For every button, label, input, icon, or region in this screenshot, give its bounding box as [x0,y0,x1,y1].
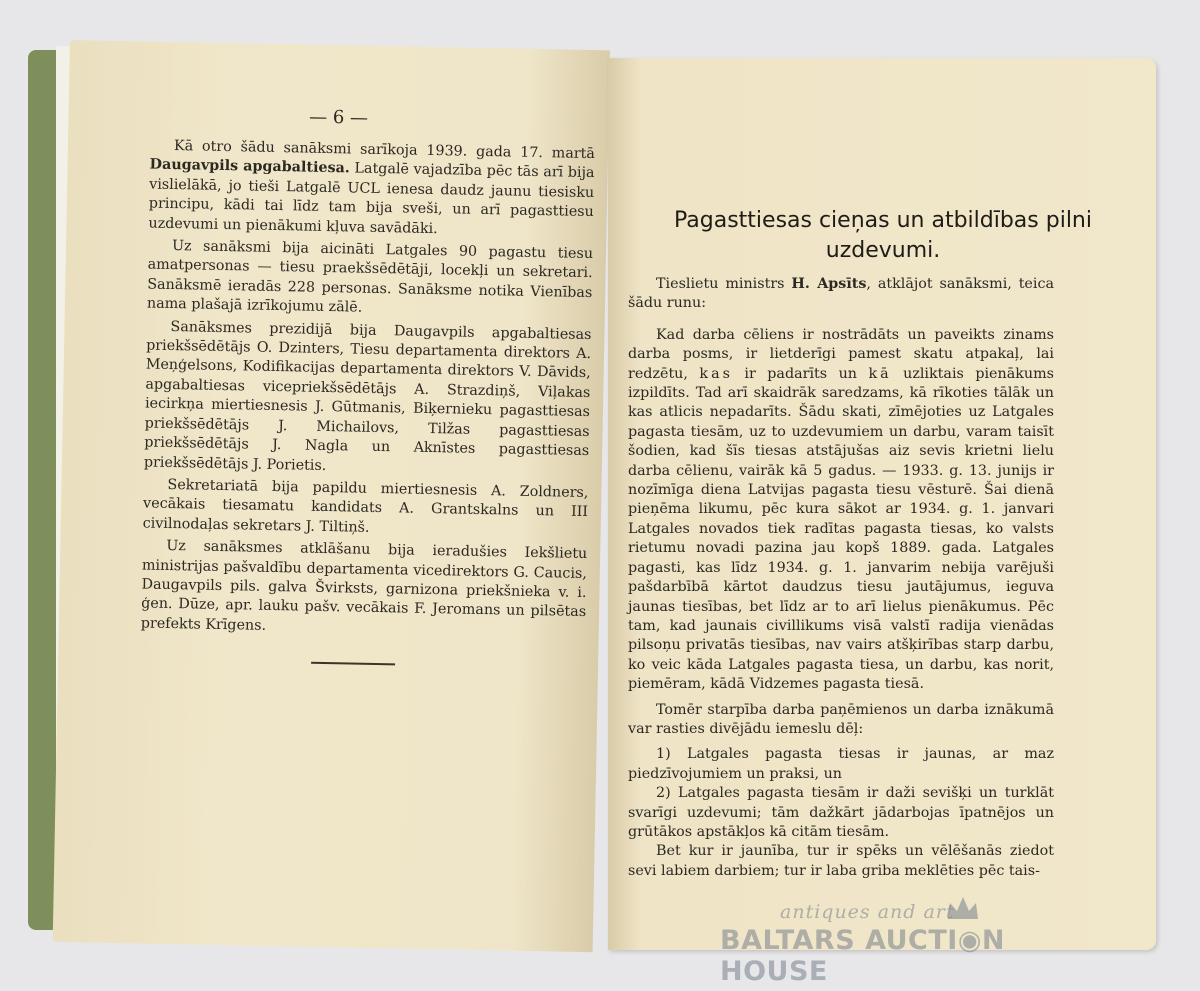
watermark-brand: BALTARS AUCTI◉N HOUSE [720,925,1005,987]
section-divider [311,662,395,666]
paragraph: Uz sanāksmes atklāšanu bija ieradušies Iekšlietu ministrijas pašvaldību departamenta vicedirektors G. Caucis, Daugavpils pils. galva Švirksts, garnizona priekšnieka v. i. ģen. Dūze, apr. lauku pašv. vecākais F. Jeromans un pilsētas prefekts Krīgens. [140,538,588,634]
list-item: 2) Latgales pagasta tiesām ir daži sevišķi un turklāt svarīgi uzdevumi; tām dažkārt jādarbojas īpatnējos un grūtākos apstākļos kā citām tiesām. [628,785,1054,840]
left-page-text [141,137,596,646]
paragraph: Kā otro šādu sanāksmi sarīkoja 1939. gada 17. martā Daugavpils apgabaltiesa. Latgalē vajadzība pēc tās arī bija vislielākā, jo tieši Latgalē UCL ienesa daudz jaunu tiesisku principu, kādi tai līdz tam bija sveši, un arī pagasttiesu uzdevumi un pienākumi kļuva savādāki. [148,138,596,237]
page-number: — 6 — [308,106,369,129]
intro-paragraph: Tieslietu ministrs H. Apsīts, atklājot sanāksmi, teica šādu runu: [628,276,1054,312]
right-page [608,58,1156,950]
watermark-tagline: antiques and art [780,901,955,923]
watermark [720,895,1120,987]
paragraph: Sanāksmes prezidijā bija Daugavpils apgabaltiesas priekšsēdētājs O. Dzinters, Tiesu departamenta direktors A. Meņģelsons, Kodifikacijas departamenta direktors V. Dāvids, apgabaltiesas vicepriekšsēdētājs A. Strazdiņš, Viļakas iecirkņa miertiesnesis J. Gūtmanis, Biķernieku pagasttiesas priekšsēdētājs J. Michailovs, Tilžas pagasttiesas priekšsēdētājs J. Nagla un Aknīstes pagasttiesas priekšsēdētājs J. Porietis. [143,318,592,474]
paragraph: Kad darba cēliens ir nostrādāts un paveikts zinams darba posms, ir lietderīgi pamest skatu atpakaļ, lai redzētu, kas ir padarīts un kā uzliktais pienākums izpildīts. Tad arī skaidrāk saredzams, kā rīkoties tālāk un kas atlicis nepadarīts. Šādu skati, zīmējoties uz Latgales pagasta tiesām, uz to uzdevumiem un darbu, varam taisīt šodien, kad šīs tiesas atstājušas aiz sevis krietni lielu darba cēlienu, vairāk kā 5 gadus. — 1933. g. 13. junijs ir nozīmīga diena Latvijas pagasta tiesu vēsturē. Šai dienā pieņēma likumu, pēc kura sākot ar 1934. g. 1. janvari Latgales novados tiek radītas pagasta tiesas, ko valsts rietumu novadi pazina jau kopš 1889. gada. Latgales pagasti, kas līdz 1934. g. 1. janvarim nebija varējuši pašdarbībā kārtot daudzus tiesu jautājumus, ieguva jaunas tiesības, bet līdz ar to arī lielus pienākumus. Pēc tam, kad jaunais civillikums visā valstī radija vienādas pilsoņu privatās tiesības, nav vairs atšķirības starp darbu, ko veic kāda Latgales pagasta tiesa, un darbu, kas norit, piemēram, kādā Vidzemes pagasta tiesā. [628,326,1054,693]
paragraph: Uz sanāksmi bija aicināti Latgales 90 pagastu tiesu amatpersonas — tiesu praekšsēdētāji, locekļi un sekretari. Sanāksmē ieradās 228 personas. Sanāksme notika Vienības nama plašajā izrīkojumu zālē. [146,238,594,316]
list-item: 1) Latgales pagasta tiesas ir jaunas, ar maz piedzīvojumiem un praksi, un [628,746,1054,782]
left-page [53,40,610,952]
right-page-text [628,275,1054,887]
chapter-heading: Pagasttiesas cieņas un atbildības pilni uzdevumi. [674,208,1092,263]
paragraph: Tomēr starpība darba paņēmienos un darba iznākumā var rasties divējādu iemeslu dēļ: [628,701,1054,737]
paragraph: Sekretariatā bija papildu miertiesnesis A. Zoldners, vecākais tiesamatu kandidats A. Grantskalns un III civilnodaļas sekretars J. Tiltiņš. [142,476,589,536]
paragraph: Bet kur ir jaunība, tur ir spēks un vēlēšanās ziedot sevi labiem darbiem; tur ir laba griba meklēties pēc tais- [628,843,1054,879]
